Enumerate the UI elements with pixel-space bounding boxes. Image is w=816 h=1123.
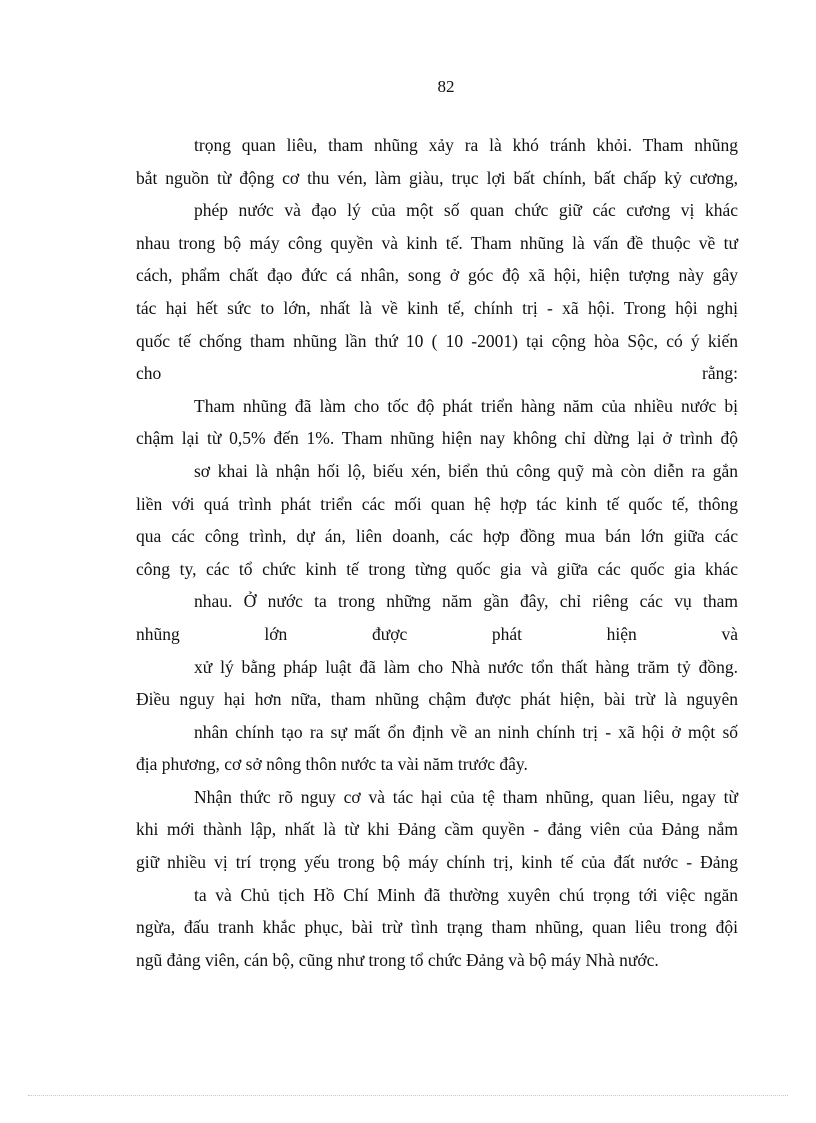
text-line: quốc tế chống tham nhũng lần thứ 10 ( 10 -2001) tại cộng hòa Sộc, có ý kiến bbox=[136, 330, 738, 351]
text-line: nhũng lớn được phát hiện và bbox=[136, 623, 738, 644]
text-line: nhân chính tạo ra sự mất ổn định về an ninh chính trị - xã hội ở một số bbox=[194, 721, 738, 742]
text-line: Điều nguy hại hơn nữa, tham nhũng chậm được phát hiện, bài trừ là nguyên bbox=[136, 689, 738, 710]
text-line: ta và Chủ tịch Hồ Chí Minh đã thường xuyên chú trọng tới việc ngăn bbox=[194, 884, 738, 905]
text-line: giữ nhiều vị trí trọng yếu trong bộ máy chính trị, kinh tế của đất nước - Đảng bbox=[136, 852, 738, 873]
text-line: Nhận thức rõ nguy cơ và tác hại của tệ tham nhũng, quan liêu, ngay từ bbox=[194, 786, 738, 807]
body-text bbox=[136, 132, 738, 979]
text-line: cách, phẩm chất đạo đức cá nhân, song ở góc độ xã hội, hiện tượng này gây bbox=[136, 265, 738, 286]
text-line: sơ khai là nhận hối lộ, biếu xén, biển thủ công quỹ mà còn diễn ra gắn bbox=[194, 460, 738, 481]
text-line: chậm lại từ 0,5% đến 1%. Tham nhũng hiện nay không chỉ dừng lại ở trình độ bbox=[136, 428, 738, 449]
text-line: tác hại hết sức to lớn, nhất là về kinh tế, chính trị - xã hội. Trong hội nghị bbox=[136, 297, 738, 318]
text-line: Tham nhũng đã làm cho tốc độ phát triển hàng năm của nhiều nước bị bbox=[194, 395, 738, 416]
text-line: nhau trong bộ máy công quyền và kinh tế. Tham nhũng là vấn đề thuộc về tư bbox=[136, 232, 738, 253]
text-line: liền với quá trình phát triển các mối quan hệ hợp tác kinh tế quốc tế, thông bbox=[136, 493, 738, 514]
text-line: phép nước và đạo lý của một số quan chức giữ các cương vị khác bbox=[194, 200, 738, 221]
page-bottom-divider bbox=[28, 1095, 788, 1096]
text-line: bắt nguồn từ động cơ thu vén, làm giàu, trục lợi bất chính, bất chấp kỷ cương, bbox=[136, 167, 738, 188]
text-line: công ty, các tổ chức kinh tế trong từng quốc gia và giữa các quốc gia khác bbox=[136, 558, 738, 579]
text-line: ngừa, đấu tranh khắc phục, bài trừ tình trạng tham nhũng, quan liêu trong đội bbox=[136, 917, 738, 938]
page-number: 82 bbox=[437, 77, 455, 96]
text-line: ngũ đảng viên, cán bộ, cũng như trong tổ chức Đảng và bộ máy Nhà nước. bbox=[136, 949, 659, 970]
text-line: nhau. Ở nước ta trong những năm gần đây, chỉ riêng các vụ tham bbox=[194, 591, 738, 612]
text-line: địa phương, cơ sở nông thôn nước ta vài năm trước đây. bbox=[136, 754, 528, 775]
text-line: xử lý bằng pháp luật đã làm cho Nhà nước tổn thất hàng trăm tỷ đồng. bbox=[194, 656, 738, 677]
text-line: trọng quan liêu, tham nhũng xảy ra là khó tránh khỏi. Tham nhũng bbox=[194, 135, 738, 155]
text-line: cho rằng: bbox=[136, 363, 738, 384]
text-line: khi mới thành lập, nhất là từ khi Đảng cầm quyền - đảng viên của Đảng nắm bbox=[136, 819, 738, 840]
text-line: qua các công trình, dự án, liên doanh, các hợp đồng mua bán lớn giữa các bbox=[136, 526, 738, 547]
